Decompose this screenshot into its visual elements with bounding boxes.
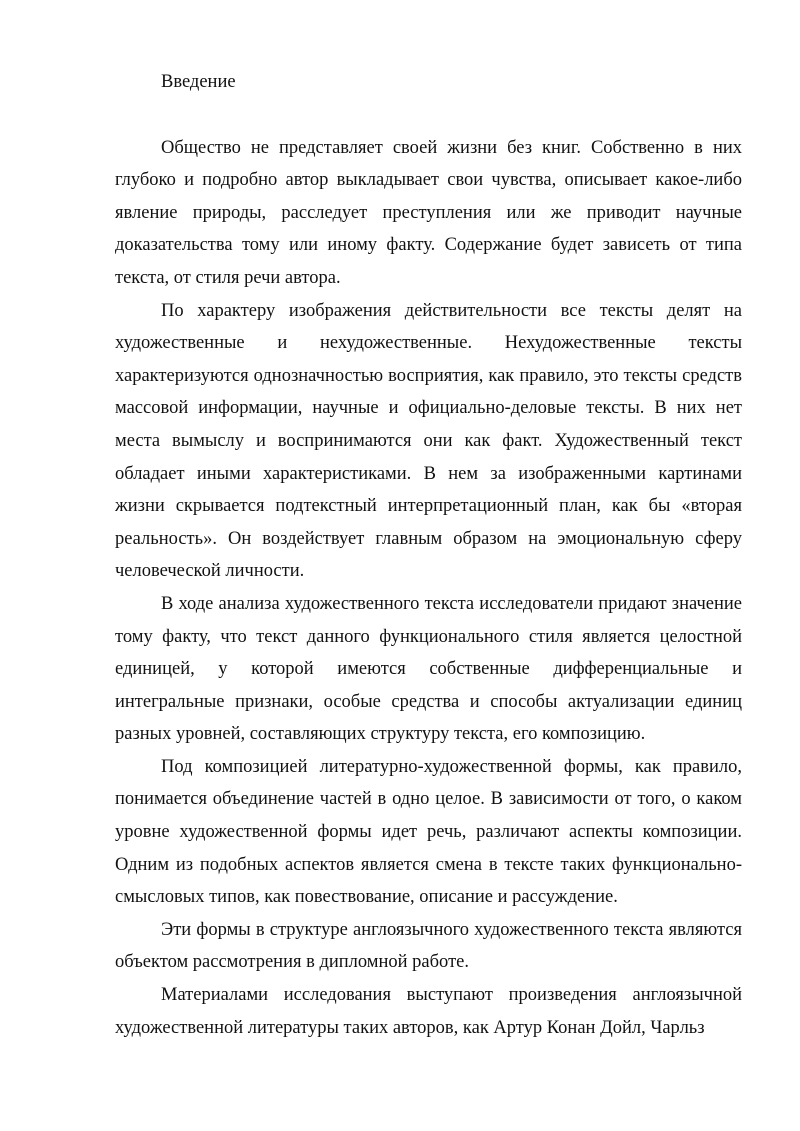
paragraph-2: По характеру изображения действительности все тексты делят на художественные и нехудожественные. Нехудожественные тексты характеризуются однозначностью восприятия, как правило, это тексты средств массовой информации, научные и официально-деловые тексты. В них нет места вымыслу и воспринимаются они как факт. Художественный текст обладает иными характеристиками. В нем за изображенными картинами жизни скрывается подтекстный интерпретационный план, как бы «вторая реальность». Он воздействует главным образом на эмоциональную сферу человеческой личности. (115, 300, 742, 582)
paragraph-3: В ходе анализа художественного текста исследователи придают значение тому факту, что текст данного функционального стиля является целостной единицей, у которой имеются собственные дифференциальные и интегральные признаки, особые средства и способы актуализации единиц разных уровней, составляющих структуру текста, его композицию. (115, 593, 742, 745)
document-page (115, 66, 742, 1044)
paragraph-4: Под композицией литературно-художественной формы, как правило, понимается объединение частей в одно целое. В зависимости от того, о каком уровне художественной формы идет речь, различают аспекты композиции. Одним из подобных аспектов является смена в тексте таких функционально-смысловых типов, как повествование, описание и рассуждение. (115, 756, 742, 908)
paragraph-5: Эти формы в структуре англоязычного художественного текста являются объектом рассмотрения в дипломной работе. (115, 919, 742, 973)
paragraph-6: Материалами исследования выступают произведения англоязычной художественной литературы таких авторов, как Артур Конан Дойл, Чарльз (115, 985, 742, 1038)
section-heading: Введение (161, 72, 236, 92)
paragraph-1: Общество не представляет своей жизни без книг. Собственно в них глубоко и подробно автор выкладывает свои чувства, описывает какое-либо явление природы, расследует преступления или же приводит научные доказательства тому или иному факту. Содержание будет зависеть от типа текста, от стиля речи автора. (115, 137, 742, 288)
heading-spacer (115, 99, 742, 132)
